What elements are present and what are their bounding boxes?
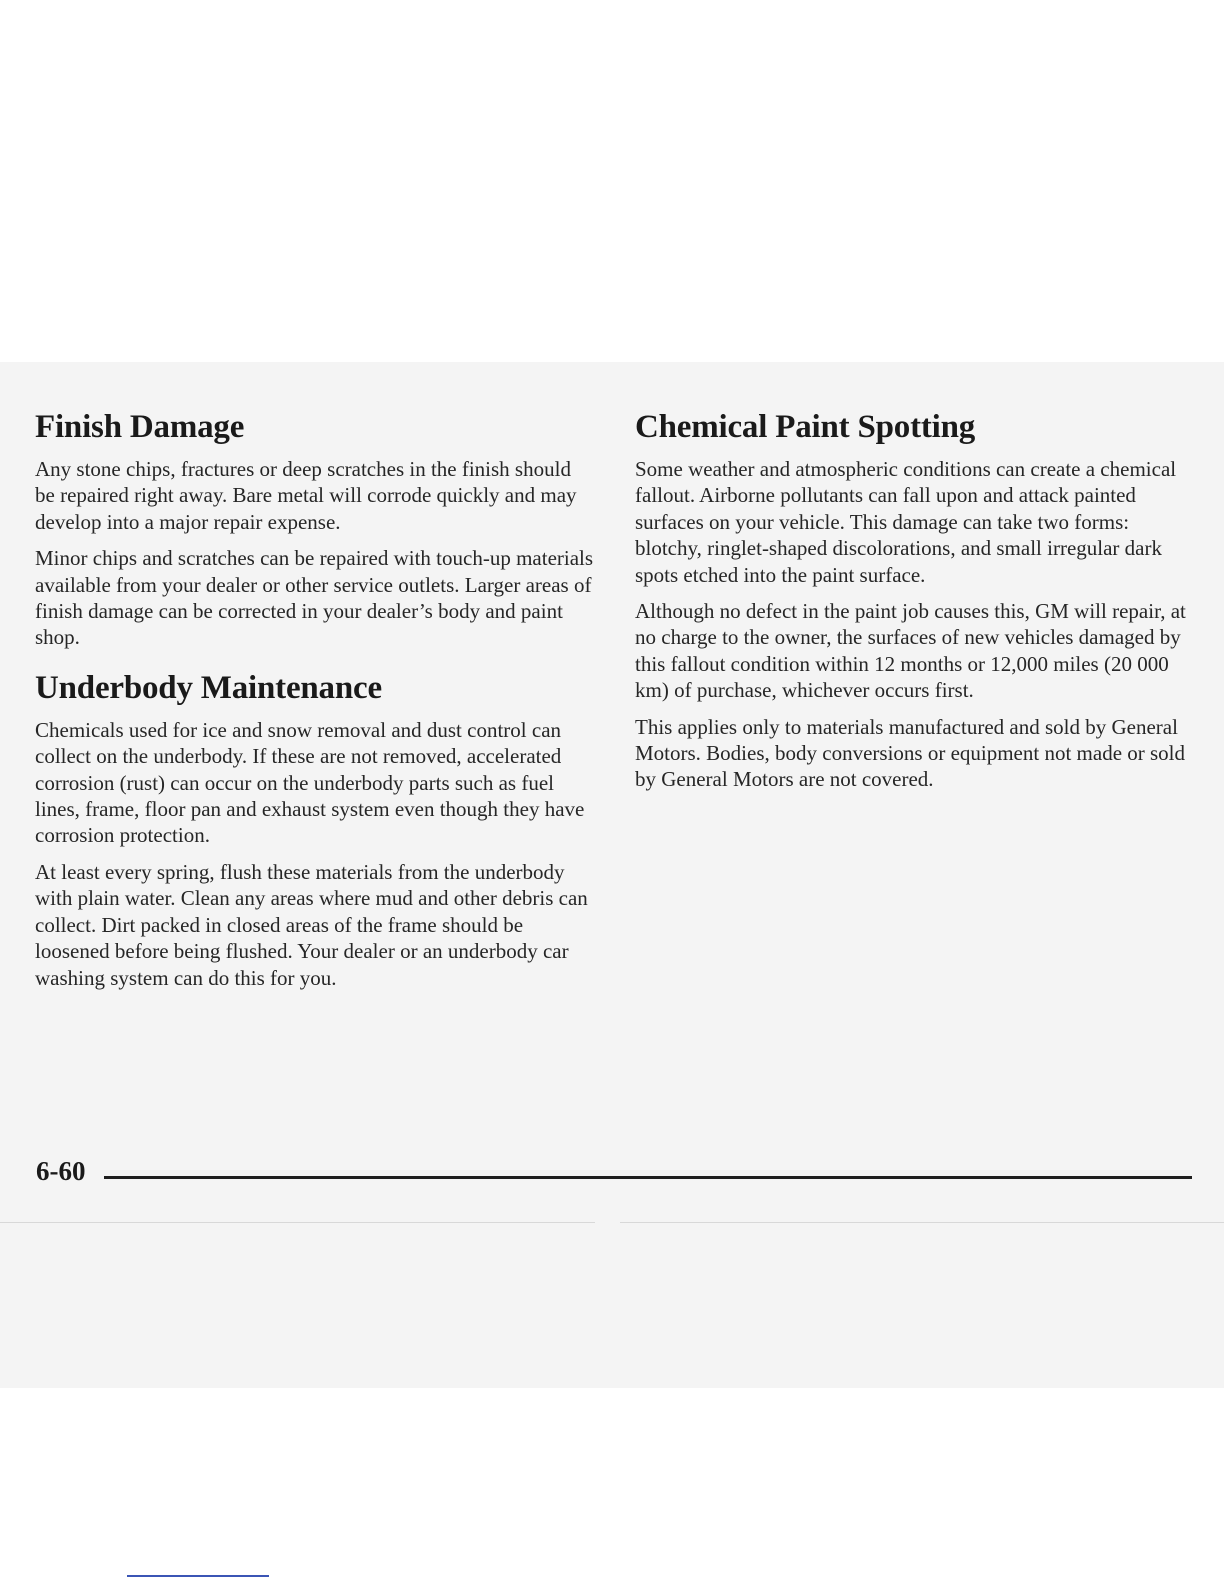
page-footer	[36, 1154, 1192, 1188]
left-column	[35, 408, 595, 1001]
bottom-mark	[127, 1575, 269, 1577]
underbody-maintenance-paragraph-2: At least every spring, flush these materials from the underbody with plain water. Clean any areas where mud and other debris can collect. Dirt packed in closed areas of the frame should be loosened before being flushed. Your dealer or an underbody car washing system can do this for you.	[35, 859, 588, 990]
scan-artifact-line-left	[0, 1222, 595, 1223]
chemical-paint-spotting-paragraph-2: Although no defect in the paint job causes this, GM will repair, at no charge to the owner, the surfaces of new vehicles damaged by this fallout condition within 12 months or 12,000 miles (20 000 km) of purchase, whichever occurs first.	[635, 599, 1186, 703]
finish-damage-section	[35, 408, 595, 651]
underbody-maintenance-heading: Underbody Maintenance	[35, 669, 382, 706]
chemical-paint-spotting-heading: Chemical Paint Spotting	[635, 409, 976, 445]
footer-rule	[104, 1176, 1192, 1179]
underbody-maintenance-section	[35, 669, 595, 991]
right-column	[635, 408, 1195, 803]
chemical-paint-spotting-paragraph-1: Some weather and atmospheric conditions can create a chemical fallout. Airborne pollutants can fall upon and attack painted surfaces on your vehicle. This damage can take two forms: blotchy, ringlet-shaped discolorations, and small irregular dark spots etched into the paint surface.	[635, 457, 1177, 587]
chemical-paint-spotting-paragraph-3: This applies only to materials manufactured and sold by General Motors. Bodies, body conversions or equipment not made or sold by General Motors are not covered.	[635, 714, 1186, 792]
finish-damage-paragraph-1: Any stone chips, fractures or deep scratches in the finish should be repaired right away. Bare metal will corrode quickly and may develop into a major repair expense.	[35, 457, 577, 534]
page-number: 6-60	[36, 1156, 86, 1186]
finish-damage-paragraph-2: Minor chips and scratches can be repaired with touch-up materials available from your dealer or other service outlets. Larger areas of finish damage can be corrected in your dealer’s body and paint shop.	[35, 546, 594, 650]
underbody-maintenance-paragraph-1: Chemicals used for ice and snow removal and dust control can collect on the underbody. If these are not removed, accelerated corrosion (rust) can occur on the underbody parts such as fuel lines, frame, floor pan and exhaust system even though they have corrosion protection.	[35, 717, 585, 848]
finish-damage-heading: Finish Damage	[35, 409, 245, 445]
chemical-paint-spotting-section	[635, 408, 1195, 793]
scan-artifact-line-right	[620, 1222, 1224, 1223]
